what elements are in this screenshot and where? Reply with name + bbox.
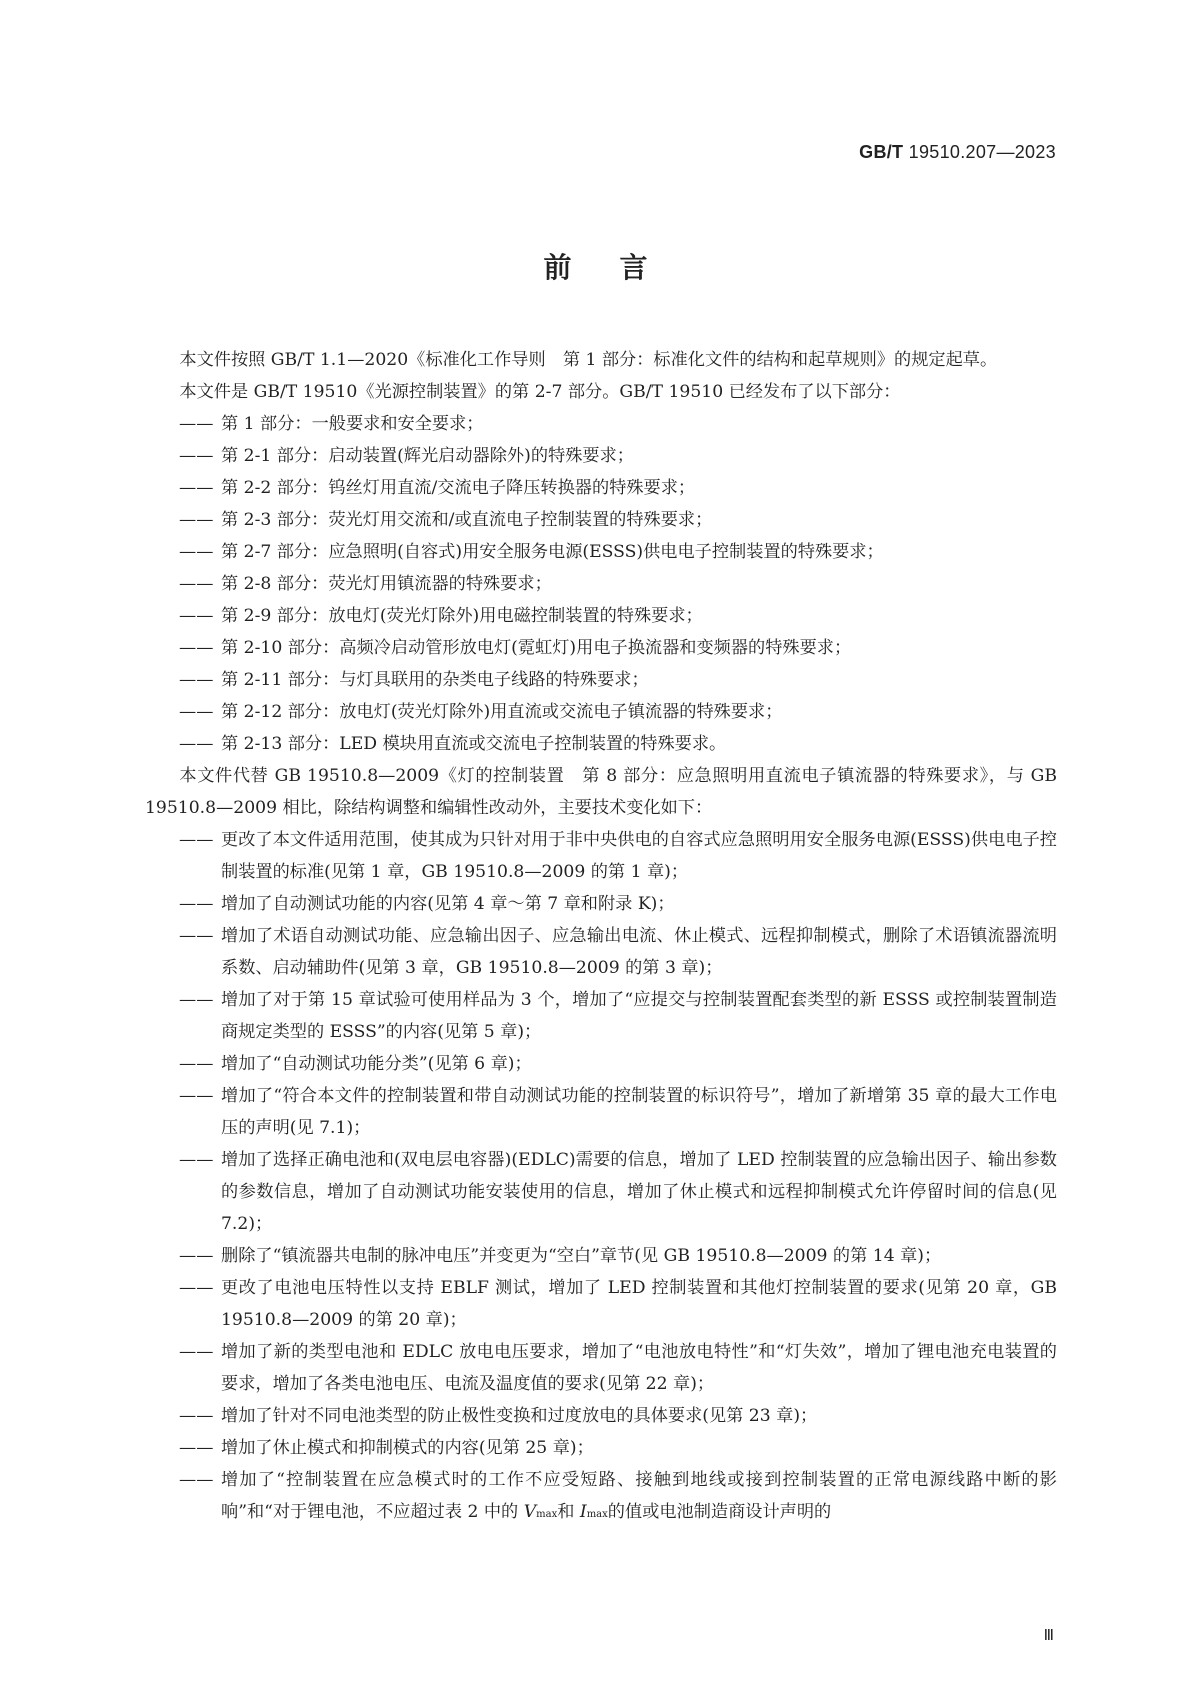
list-dash: —— [179, 414, 214, 434]
list-item-text: 第 2-3 部分：荧光灯用交流和/或直流电子控制装置的特殊要求； [221, 510, 713, 530]
list-item [145, 984, 1057, 1048]
list-item-text: 第 2-8 部分：荧光灯用镇流器的特殊要求； [221, 574, 552, 594]
list-item [145, 824, 1057, 888]
list-dash: —— [179, 1342, 214, 1362]
list-item-text: 增加了自动测试功能的内容(见第 4 章～第 7 章和附录 K)； [221, 894, 675, 914]
list-item [145, 1048, 1057, 1080]
subscript-max: max [536, 1509, 558, 1520]
list-dash: —— [179, 894, 214, 914]
list-item [145, 1432, 1057, 1464]
list-item-last [145, 1464, 1057, 1531]
list-item [145, 1080, 1057, 1144]
list-item-text: 增加了选择正确电池和(双电层电容器)(EDLC)需要的信息，增加了 LED 控制装置的应急输出因子、输出参数的参数信息，增加了自动测试功能安装使用的信息，增加了休止模式和远程抑制模式允许停留时间的信息(见 7.2)； [221, 1150, 1057, 1234]
list-dash: —— [179, 446, 214, 466]
list-dash: —— [179, 1470, 214, 1490]
list-item-text: 增加了“自动测试功能分类”(见第 6 章)； [221, 1054, 532, 1074]
list-dash: —— [179, 638, 214, 658]
list-dash: —— [179, 1246, 214, 1266]
list-item-text: 第 2-1 部分：启动装置(辉光启动器除外)的特殊要求； [221, 446, 634, 466]
list-item [145, 600, 1057, 632]
paragraph: 本文件是 GB/T 19510《光源控制装置》的第 2-7 部分。GB/T 19510 已经发布了以下部分： [179, 382, 901, 402]
page-number: Ⅲ [1043, 1628, 1054, 1644]
list-item [145, 728, 1057, 760]
list-item-text: 增加了休止模式和抑制模式的内容(见第 25 章)； [221, 1438, 594, 1458]
list-item [145, 568, 1057, 600]
list-item [145, 536, 1057, 568]
list-item [145, 1336, 1057, 1400]
standard-code [859, 142, 1056, 163]
standard-code-prefix: GB/T [859, 142, 904, 162]
list-dash: —— [179, 734, 214, 754]
list-item-text: 更改了本文件适用范围，使其成为只针对用于非中央供电的自容式应急照明用安全服务电源(ESSS)供电电子控制装置的标准(见第 1 章，GB 19510.8—2009 的第 1 章)； [221, 830, 1057, 882]
list-dash: —— [179, 1054, 214, 1074]
list-dash: —— [179, 1086, 214, 1106]
list-dash: —— [179, 510, 214, 530]
list-item-text: 第 2-13 部分：LED 模块用直流或交流电子控制装置的特殊要求。 [221, 734, 727, 754]
list-item-text: 增加了对于第 15 章试验可使用样品为 3 个，增加了“应提交与控制装置配套类型的新 ESSS 或控制装置制造商规定类型的 ESSS”的内容(见第 5 章)； [221, 990, 1057, 1042]
list-item-text: 第 2-12 部分：放电灯(荧光灯除外)用直流或交流电子镇流器的特殊要求； [221, 702, 783, 722]
page-title: 前言 [543, 251, 696, 284]
list-item [145, 696, 1057, 728]
list-dash: —— [179, 830, 214, 850]
list-item-text: 更改了电池电压特性以支持 EBLF 测试，增加了 LED 控制装置和其他灯控制装置的要求(见第 20 章，GB 19510.8—2009 的第 20 章)； [221, 1278, 1057, 1330]
list-item [145, 920, 1057, 984]
list-dash: —— [179, 1150, 214, 1170]
changes-list [145, 824, 1057, 1531]
list-item [145, 408, 1057, 440]
list-item-text: 第 2-7 部分：应急照明(自容式)用安全服务电源(ESSS)供电电子控制装置的特殊要求； [221, 542, 884, 562]
list-item-text: 第 2-2 部分：钨丝灯用直流/交流电子降压转换器的特殊要求； [221, 478, 696, 498]
list-dash: —— [179, 702, 214, 722]
symbol-i: I [579, 1502, 587, 1522]
list-item [145, 1272, 1057, 1336]
list-item [145, 440, 1057, 472]
list-item-text: 增加了术语自动测试功能、应急输出因子、应急输出电流、休止模式、远程抑制模式，删除了术语镇流器流明系数、启动辅助件(见第 3 章，GB 19510.8—2009 的第 3 章)； [221, 926, 1057, 978]
list-dash: —— [179, 1438, 214, 1458]
list-item-text: 增加了新的类型电池和 EDLC 放电电压要求，增加了“电池放电特性”和“灯失效”，增加了锂电池充电装置的要求，增加了各类电池电压、电流及温度值的要求(见第 22 章)； [221, 1342, 1057, 1394]
list-item [145, 472, 1057, 504]
symbol-v: V [523, 1502, 537, 1522]
list-dash: —— [179, 1406, 214, 1426]
list-item [145, 664, 1057, 696]
list-dash: —— [179, 574, 214, 594]
list-dash: —— [179, 670, 214, 690]
list-item [145, 1400, 1057, 1432]
list-item-text: 第 1 部分：一般要求和安全要求； [221, 414, 484, 434]
list-item-tail: 的值或电池制造商设计声明的 [607, 1502, 832, 1522]
list-item [145, 888, 1057, 920]
list-dash: —— [179, 478, 214, 498]
list-item-text: 第 2-10 部分：高频冷启动管形放电灯(霓虹灯)用电子换流器和变频器的特殊要求； [221, 638, 852, 658]
conjunction-text: 和 [557, 1502, 580, 1522]
list-item [145, 632, 1057, 664]
list-dash: —— [179, 542, 214, 562]
list-dash: —— [179, 606, 214, 626]
standard-code-number: 19510.207—2023 [903, 142, 1056, 162]
list-dash: —— [179, 926, 214, 946]
list-item-text: 增加了“符合本文件的控制装置和带自动测试功能的控制装置的标识符号”，增加了新增第 35 章的最大工作电压的声明(见 7.1)； [221, 1086, 1057, 1138]
paragraph: 本文件代替 GB 19510.8—2009《灯的控制装置 第 8 部分：应急照明用直流电子镇流器的特殊要求》，与 GB 19510.8—2009 相比，除结构调整和编辑性改动外，主要技术变化如下： [145, 766, 1057, 818]
paragraph: 本文件按照 GB/T 1.1—2020《标准化工作导则 第 1 部分：标准化文件的结构和起草规则》的规定起草。 [179, 350, 998, 370]
list-dash: —— [179, 990, 214, 1010]
list-dash: —— [179, 1278, 214, 1298]
list-item-text: 第 2-11 部分：与灯具联用的杂类电子线路的特殊要求； [221, 670, 649, 690]
subscript-max: max [586, 1509, 608, 1520]
parts-list [145, 408, 1057, 760]
list-item [145, 504, 1057, 536]
list-item-text: 增加了针对不同电池类型的防止极性变换和过度放电的具体要求(见第 23 章)； [221, 1406, 818, 1426]
list-item-text: 增加了“控制装置在应急模式时的工作不应受短路、接触到地线或接到控制装置的正常电源线路中断的影响”和“对于锂电池，不应超过表 2 中的 [221, 1470, 1057, 1522]
list-item-text: 第 2-9 部分：放电灯(荧光灯除外)用电磁控制装置的特殊要求； [221, 606, 703, 626]
foreword-body [145, 344, 1057, 1531]
list-item-text: 删除了“镇流器共电制的脉冲电压”并变更为“空白”章节(见 GB 19510.8—2009 的第 14 章)； [221, 1246, 942, 1266]
list-item [145, 1144, 1057, 1240]
list-item [145, 1240, 1057, 1272]
